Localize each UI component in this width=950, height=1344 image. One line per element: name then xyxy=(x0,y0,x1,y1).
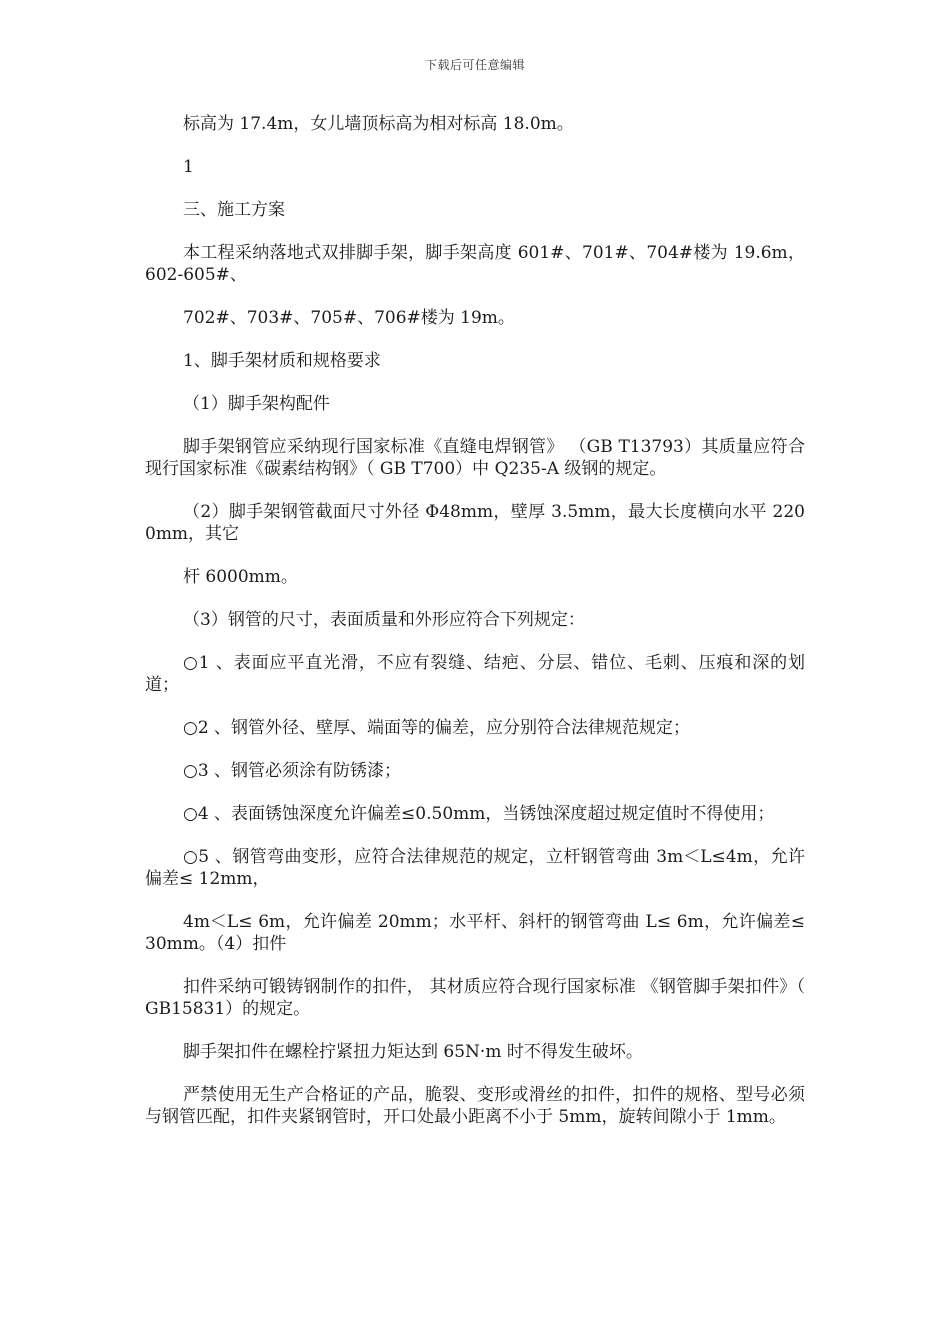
paragraph-number: 1 xyxy=(183,157,194,177)
subsection-heading: 1、脚手架材质和规格要求 xyxy=(183,351,381,371)
paragraph-building-list: 702#、703#、705#、706#楼为 19m。 xyxy=(183,308,515,328)
page-header: 下载后可任意编辑 xyxy=(424,58,525,72)
document-body xyxy=(145,113,805,1149)
item-pipe-dimensions: （2）脚手架钢管截面尺寸外径 Φ48mm，壁厚 3.5mm，最大长度横向水平 2200mm，其它 xyxy=(145,502,805,544)
paragraph-elevation: 标高为 17.4m，女儿墙顶标高为相对标高 18.0m。 xyxy=(183,114,574,134)
list-item-4: ○4 、表面锈蚀深度允许偏差≤0.50mm，当锈蚀深度超过规定值时不得使用； xyxy=(183,804,775,824)
paragraph-fastener-material: 扣件采纳可锻铸钢制作的扣件， 其材质应符合现行国家标准 《钢管脚手架扣件》（ GB15831）的规定。 xyxy=(145,977,805,1019)
list-item-5: ○5 、钢管弯曲变形，应符合法律规范的规定，立杆钢管弯曲 3m＜L≤4m，允许偏差≤ 12mm， xyxy=(145,847,805,889)
paragraph-bending-tolerance: 4m＜L≤ 6m，允许偏差 20mm；水平杆、斜杆的钢管弯曲 L≤ 6m，允许偏差≤ 30mm。（4）扣件 xyxy=(145,912,805,954)
list-item-1: ○1 、表面应平直光滑，不应有裂缝、结疤、分层、错位、毛刺、压痕和深的划道； xyxy=(145,653,805,695)
paragraph-steel-pipe-standard: 脚手架钢管应采纳现行国家标准《直缝电焊钢管》 （GB T13793）其质量应符合现行国家标准《碳素结构钢》（ GB T700）中 Q235-A 级钢的规定。 xyxy=(145,437,805,479)
list-item-3: ○3 、钢管必须涂有防锈漆； xyxy=(183,761,402,781)
list-item-2: ○2 、钢管外径、壁厚、端面等的偏差，应分别符合法律规范规定； xyxy=(183,718,691,738)
paragraph-fastener-torque: 脚手架扣件在螺栓拧紧扭力矩达到 65N·m 时不得发生破坏。 xyxy=(183,1042,643,1062)
item-heading-1: （1）脚手架构配件 xyxy=(183,394,330,414)
item-heading-3: （3）钢管的尺寸，表面质量和外形应符合下列规定： xyxy=(183,610,585,630)
paragraph-fastener-prohibition: 严禁使用无生产合格证的产品，脆裂、变形或滑丝的扣件，扣件的规格、型号必须与钢管匹配，扣件夹紧钢管时，开口处最小距离不小于 5mm，旋转间隙小于 1mm。 xyxy=(145,1085,805,1127)
paragraph-scaffold-height: 本工程采纳落地式双排脚手架，脚手架高度 601#、701#、704#楼为 19.6m，602-605#、 xyxy=(145,243,805,285)
paragraph-pipe-length: 杆 6000mm。 xyxy=(183,567,298,587)
section-heading: 三、施工方案 xyxy=(183,200,285,220)
